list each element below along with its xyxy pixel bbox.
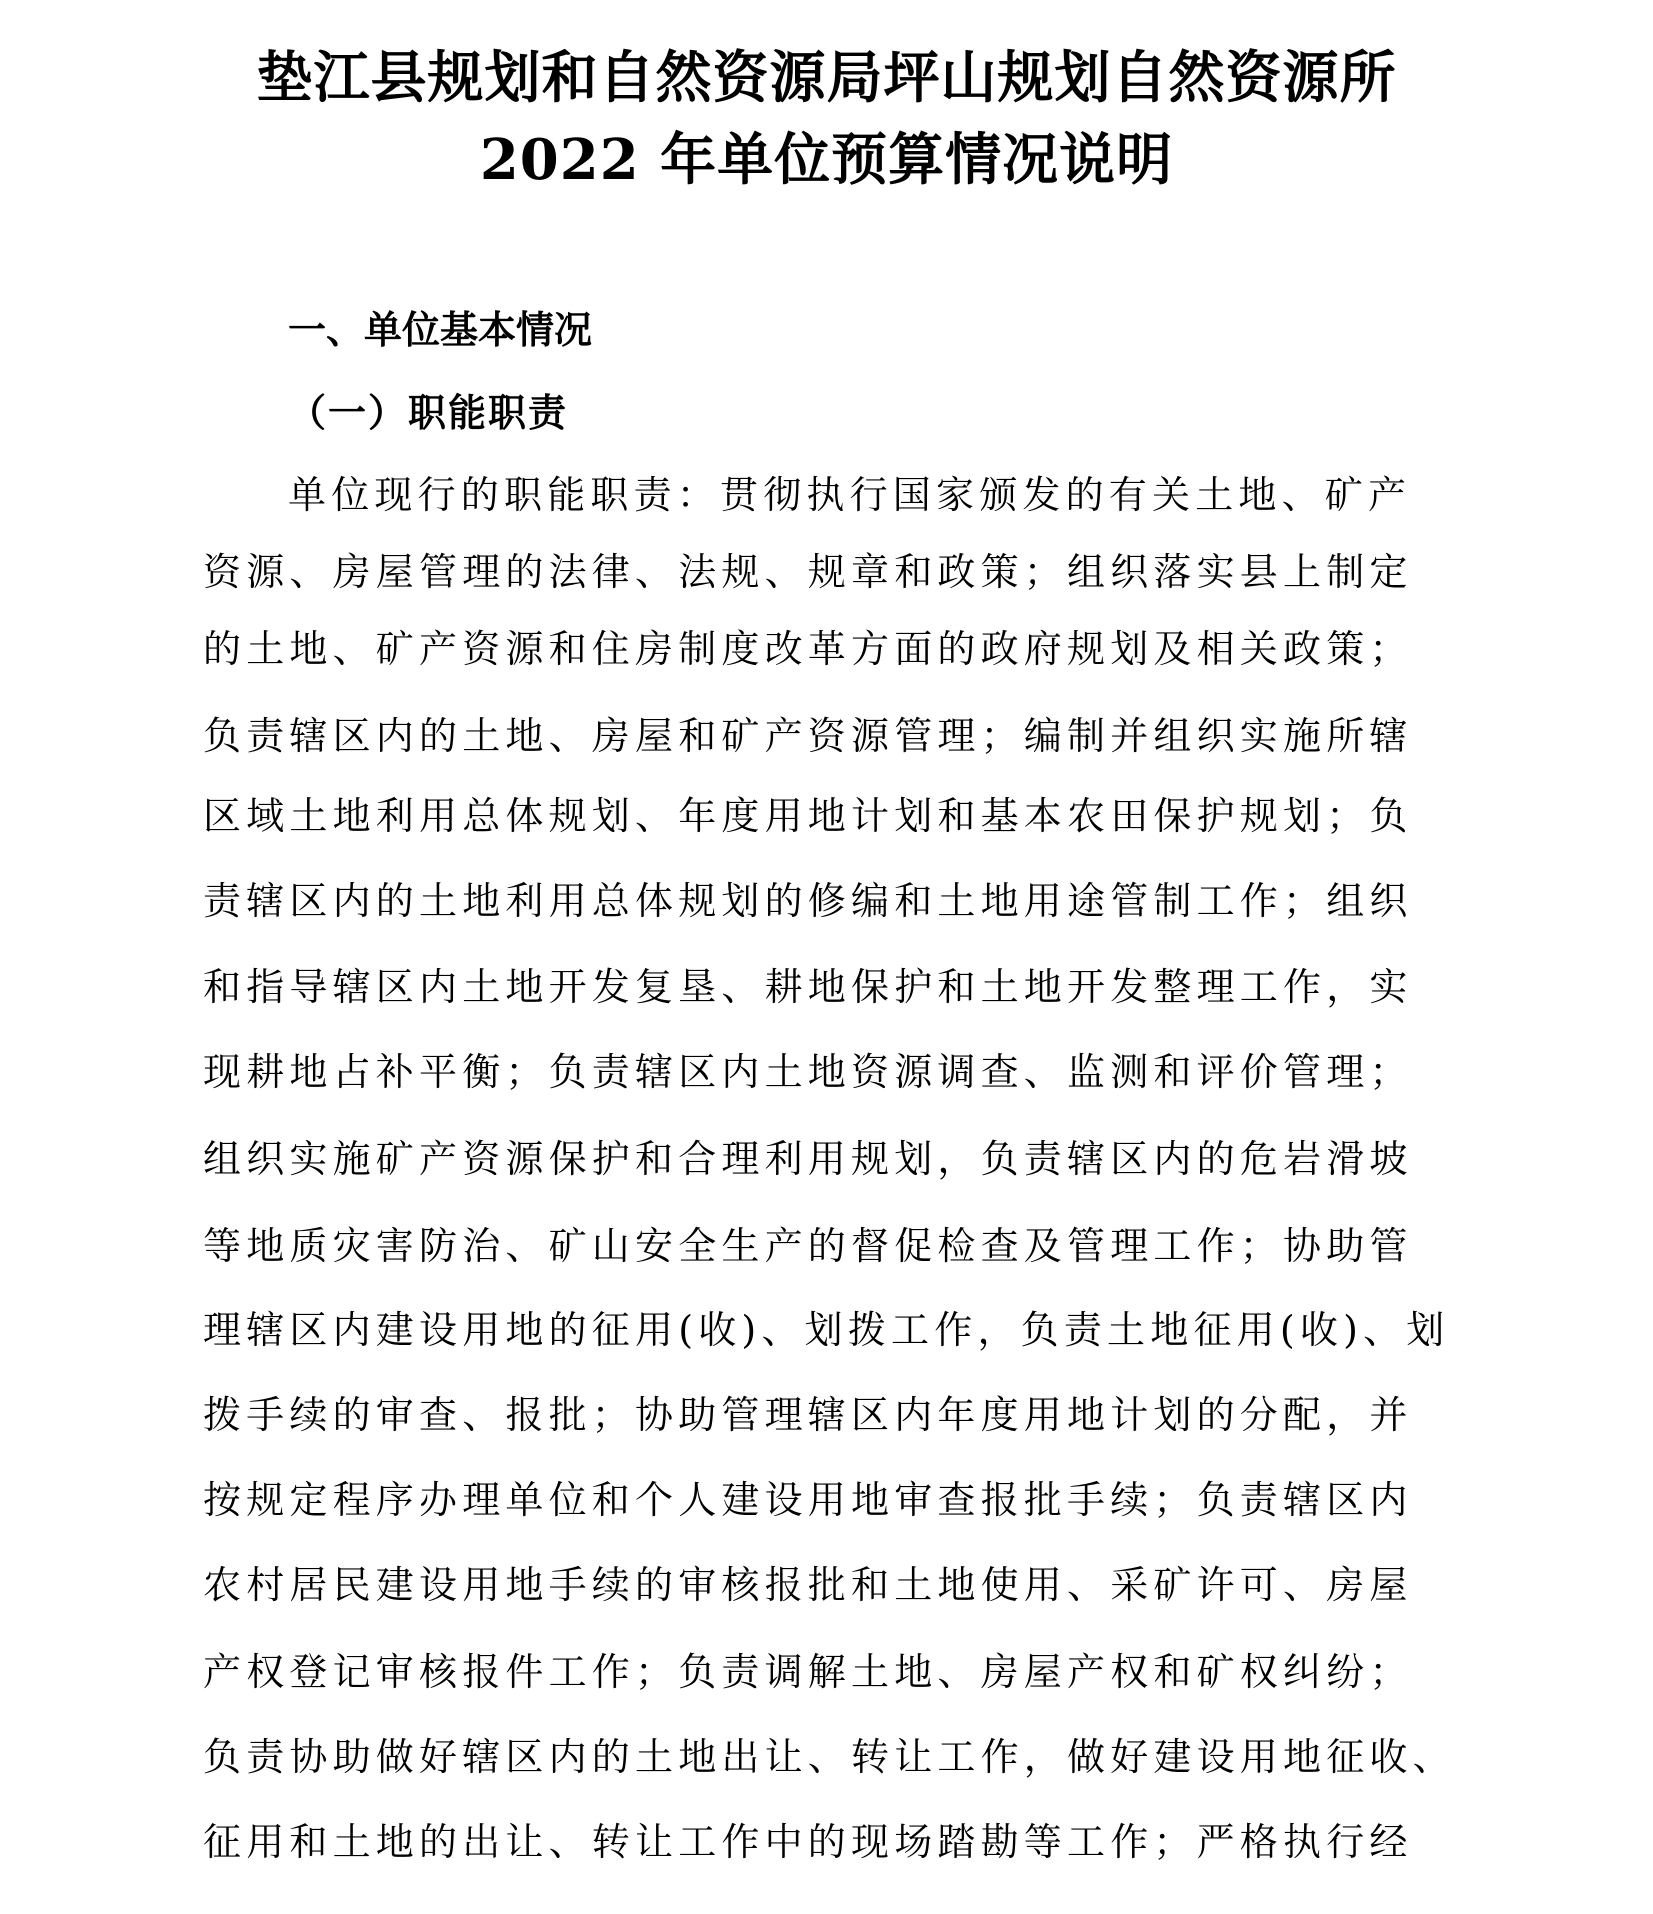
body-line: 和指导辖区内土地开发复垦、耕地保护和土地开发整理工作，实 (203, 965, 1413, 1009)
body-line: 的土地、矿产资源和住房制度改革方面的政府规划及相关政策； (203, 627, 1413, 671)
body-line: 产权登记审核报件工作；负责调解土地、房屋产权和矿权纠纷； (203, 1650, 1413, 1694)
body-line: 理辖区内建设用地的征用(收)、划拨工作，负责土地征用(收)、划 (203, 1308, 1450, 1352)
body-line: 区域土地利用总体规划、年度用地计划和基本农田保护规划；负 (203, 794, 1413, 838)
section-heading: 一、单位基本情况 (288, 308, 593, 352)
body-line: 拨手续的审查、报批；协助管理辖区内年度用地计划的分配，并 (203, 1393, 1413, 1437)
body-line: 按规定程序办理单位和个人建设用地审查报批手续；负责辖区内 (203, 1478, 1413, 1522)
body-line: 征用和土地的出让、转让工作中的现场踏勘等工作；严格执行经 (203, 1820, 1413, 1864)
document-title-line1: 垫江县规划和自然资源局坪山规划自然资源所 (256, 45, 1397, 111)
document-title-line2: 2022 年单位预算情况说明 (479, 127, 1174, 193)
body-line: 负责辖区内的土地、房屋和矿产资源管理；编制并组织实施所辖 (203, 714, 1413, 758)
body-line: 农村居民建设用地手续的审核报批和土地使用、采矿许可、房屋 (203, 1563, 1413, 1607)
body-line: 单位现行的职能职责：贯彻执行国家颁发的有关土地、矿产 (288, 473, 1412, 517)
body-line: 组织实施矿产资源保护和合理利用规划，负责辖区内的危岩滑坡 (203, 1137, 1413, 1181)
body-line: 资源、房屋管理的法律、法规、规章和政策；组织落实县上制定 (203, 550, 1413, 594)
sub-heading: （一）职能职责 (288, 390, 569, 435)
body-line: 责辖区内的土地利用总体规划的修编和土地用途管制工作；组织 (203, 879, 1413, 923)
body-line: 等地质灾害防治、矿山安全生产的督促检查及管理工作；协助管 (203, 1224, 1413, 1268)
body-line: 负责协助做好辖区内的土地出让、转让工作，做好建设用地征收、 (203, 1735, 1456, 1779)
body-line: 现耕地占补平衡；负责辖区内土地资源调查、监测和评价管理； (203, 1050, 1413, 1094)
